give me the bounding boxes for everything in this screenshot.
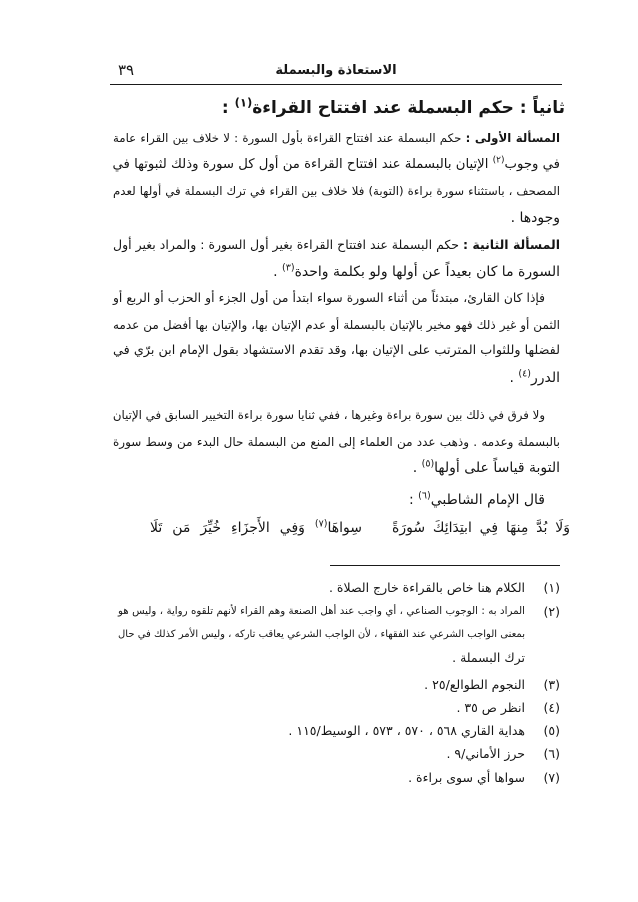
text-line: وجودها . <box>510 210 560 227</box>
footnote-ref: (٣) <box>282 262 295 274</box>
footnote-number: (٧) <box>543 769 560 785</box>
footnote-line: الكلام هنا خاص بالقراءة خارج الصلاة . <box>328 580 525 595</box>
text-line: المصحف ، باستثناء سورة براءة (التوبة) فلا خلاف بين القراء في ترك البسملة في أولها لعدم <box>113 184 560 199</box>
verse <box>150 515 570 542</box>
footnote <box>118 696 560 719</box>
footnote-line: المراد به : الوجوب الصناعي ، أي واجب عند أهل الصنعة وهم القراء لأنهم تلقوه رواية ، وليس هو <box>118 604 525 617</box>
paragraph <box>113 285 560 392</box>
footnote-ref: (٢) <box>492 155 505 166</box>
footnote <box>118 576 560 599</box>
paragraph <box>113 232 560 285</box>
footnote-line: النجوم الطوالع/٢٥ . <box>424 676 525 692</box>
verse-hemistich-second: سِواهَا$^{(٧)}$ وَفِي الأَجزَاءِ خُيِّرَ مَن تَلَا <box>150 518 362 536</box>
footnote-line: بمعنى الواجب الشرعي عند الفقهاء ، لأن الواجب الشرعي يعاقب تاركه ، وليس الأمر كذلك في حال <box>118 628 525 640</box>
footnote <box>118 719 560 742</box>
footnote-ref: (٦) <box>418 490 431 502</box>
text-line: الثمن أو غير ذلك فهو مخير بالإتيان بالبسملة أو عدم الإتيان بها، والإتيان بها أفضل من عدمه <box>113 317 560 332</box>
footnote-ref: (٥) <box>421 458 435 470</box>
footnote-ref: (٤) <box>518 368 531 380</box>
footnote <box>118 742 560 765</box>
page-number: ٣٩ <box>118 61 135 79</box>
text-line: في وجوب$^{(٢)}$ الإتيان بالبسملة عند افتتاح القراءة من أول كل سورة وذلك لثبوتها في <box>112 155 560 172</box>
paragraph <box>113 125 560 232</box>
footnote-line: حرز الأماني/٩ . <box>446 745 525 761</box>
page-header <box>110 58 562 85</box>
footnote-ref: (٧) <box>314 518 328 530</box>
section-heading: ثانياً : حكم البسملة عند افتتاح القراءة$^{(١)}$ : <box>221 95 565 118</box>
footnote-line: سواها أي سوى براءة . <box>408 769 525 785</box>
footnote-number: (٤) <box>543 699 560 715</box>
footnote-line: ترك البسملة . <box>452 649 525 665</box>
paragraph <box>113 402 560 482</box>
text-line: قال الإمام الشاطبي$^{(٦)}$ : <box>408 490 545 508</box>
bold-lead: المسألة الثانية : <box>463 237 561 252</box>
footnote-number: (٢) <box>543 603 560 619</box>
footnote-line: انظر ص ٣٥ . <box>456 699 525 715</box>
footnote-number: (٦) <box>543 745 560 761</box>
footnote <box>118 673 560 696</box>
text-line: بالبسملة وعدمه . وذهب عدد من العلماء إلى المنع من البسملة حال البدء من وسط سورة <box>113 434 560 449</box>
text-line: الدرر$^{(٤)}$ . <box>509 368 560 387</box>
footnote-ref: (١) <box>234 95 253 110</box>
footnote-separator <box>330 565 560 566</box>
text-line: السورة ما كان بعيداً عن أولها ولو بكلمة واحدة$^{(٣)}$ . <box>273 262 560 280</box>
footnote-number: (٥) <box>543 722 560 738</box>
text-line: ولا فرق في ذلك بين سورة براءة وغيرها ، ففي ثنايا سورة براءة التخيير السابق في الإتيان <box>112 408 545 422</box>
quote-intro <box>113 487 560 514</box>
bold-lead: المسألة الأولى : <box>465 131 560 145</box>
footnote-line: هداية القاري ٥٦٨ ، ٥٧٠ ، ٥٧٣ ، الوسيط/١١٥ . <box>288 722 525 738</box>
footnote-number: (٣) <box>543 676 560 692</box>
text-line: المسألة الأولى : حكم البسملة عند افتتاح القراءة بأول السورة : لا خلاف بين القراء عامة <box>113 131 560 145</box>
footnote <box>118 766 560 789</box>
verse-hemistich-first: وَلَا بُدَّ مِنهَا فِي ابتِدَائِكَ سُورَةً <box>392 520 570 536</box>
footnote-number: (١) <box>543 580 560 595</box>
text-line: المسألة الثانية : حكم البسملة عند افتتاح القراءة بغير أول السورة : والمراد بغير أول <box>113 237 561 252</box>
text-line: التوبة قياساً على أولها$^{(٥)}$ . <box>412 458 560 477</box>
footnote <box>118 600 560 669</box>
text-line: لفضلها وللثواب المترتب على الإتيان بها، وقد تقدم الاستشهاد بقول الإمام ابن برّي في <box>113 343 560 359</box>
text-line: فإذا كان القارئ، مبتدئاً من أثناء السورة سواء ابتدأ من أول الجزء أو الحزب أو الربع أو <box>113 291 545 305</box>
running-title: الاستعاذة والبسملة <box>275 63 397 78</box>
